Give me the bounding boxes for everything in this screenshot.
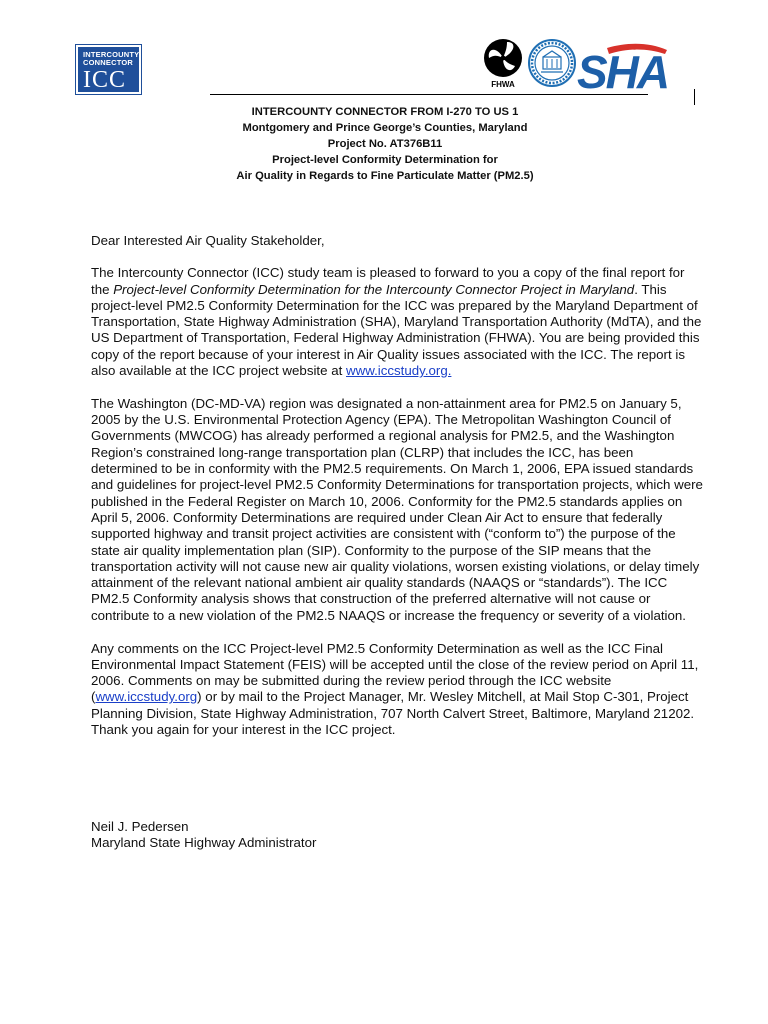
paragraph-1-text-b: . This project-level PM2.5 Conformity Determination for the ICC was prepared by the Maryland Department of Transportation, State Highway Administration (SHA), Maryland Transportation Authority (MdTA), and the US Department of Transportation, Federal Highway Administration (FHWA). You are being provided this copy of the report because of your interest in Air Quality issues associated with the ICC. The report is also available at the ICC project website at (91, 281, 702, 379)
signature-title: Maryland State Highway Administrator (91, 835, 317, 851)
sha-logo (577, 40, 669, 92)
icc-logo-line2: CONNECTOR (83, 58, 133, 67)
title-line-4: Project-level Conformity Determination for (272, 154, 498, 166)
paragraph-1-text-a: The Intercounty Connector (ICC) study team is pleased to forward to you a copy of the final report for the (91, 265, 685, 297)
icc-logo-line1: INTERCOUNTY (83, 50, 140, 59)
title-block (170, 104, 600, 184)
sha-logo-text: SHA (577, 46, 669, 92)
signature-block (91, 819, 316, 852)
title-line-2: Montgomery and Prince George’s Counties, Maryland (242, 122, 528, 134)
paragraph-3 (91, 641, 703, 739)
paragraph-3-text-b: ) or by mail to the Project Manager, Mr. Wesley Mitchell, at Mail Stop C-301, Project Planning Division, State Highway Administration, 707 North Calvert Street, Baltimore, Maryland 21202. Thank you again for your interest in the ICC project. (91, 689, 695, 738)
paragraph-3-text-a: Any comments on the ICC Project-level PM2.5 Conformity Determination as well as the ICC Final Environmental Impact Statement (FEIS) will be accepted until the close of the review period on April 11, 2006. Comments on may be submitted during the review period through the ICC website ( (91, 640, 699, 705)
paragraph-1 (91, 265, 703, 379)
title-line-5: Air Quality in Regards to Fine Particulate Matter (PM2.5) (236, 170, 534, 182)
salutation: Dear Interested Air Quality Stakeholder, (91, 233, 325, 248)
title-line-3: Project No. AT376B11 (327, 138, 443, 150)
icc-logo (76, 45, 141, 94)
signature-name: Neil J. Pedersen (91, 819, 189, 834)
mdot-seal-logo (528, 39, 576, 87)
report-title: Project-level Conformity Determination for the Intercounty Connector Project in Maryland (113, 281, 635, 297)
iccstudy-link[interactable]: www.iccstudy.org. (346, 363, 452, 379)
text-cursor-mark (694, 89, 695, 105)
icc-logo-line3: ICC (83, 67, 127, 93)
paragraph-2: The Washington (DC-MD-VA) region was designated a non-attainment area for PM2.5 on January 5, 2005 by the U.S. Environmental Protection Agency (EPA). The Metropolitan Washington Council of Governments (MWCOG) has already performed a regional analysis for PM2.5, and the Washington Region’s constrained long-range transportation plan (CLRP) that includes the ICC, has been determined to be in conformity with the PM2.5 requirements. On March 1, 2006, EPA issued standards and guidelines for project-level PM2.5 Conformity Determinations for transportation projects, which were published in the Federal Register on March 10, 2006. Conformity for the PM2.5 standards applies on April 5, 2006. Conformity Determinations are required under Clean Air Act to ensure that federally supported highway and transit project activities are consistent with (“conform to”) the purpose of the state air quality implementation plan (SIP). Conformity to the purpose of the SIP means that the transportation activity will not cause new air quality violations, worsen existing violations, or delay timely attainment of the relevant national ambient air quality standards (NAAQS or “standards”). The ICC PM2.5 Conformity analysis shows that construction of the preferred alternative will not cause or contribute to a new violation of the PM2.5 NAAQS or increase the frequency or severity of a violation. (91, 395, 703, 623)
letter-body (91, 233, 703, 755)
title-line-1: INTERCOUNTY CONNECTOR FROM I-270 TO US 1 (251, 106, 519, 118)
fhwa-label: FHWA (491, 80, 515, 89)
iccstudy-website-link[interactable]: www.iccstudy.org (95, 689, 198, 705)
header-rule (210, 94, 648, 95)
